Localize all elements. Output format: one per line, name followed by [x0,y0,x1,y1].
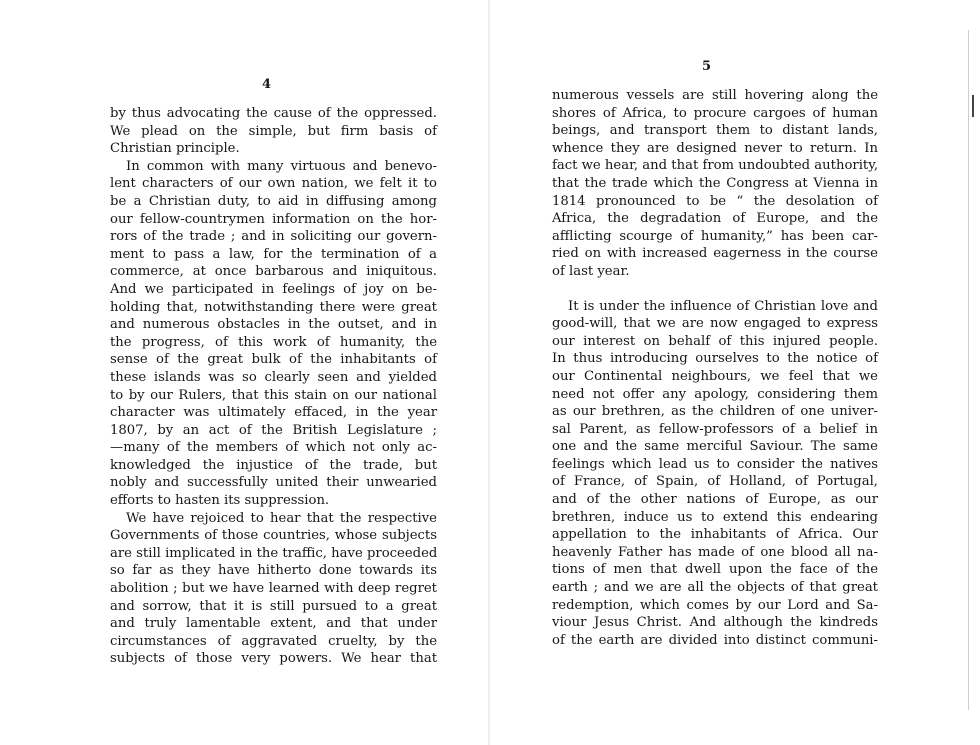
page-edge [968,30,969,710]
text-line: to by our Rulers, that this stain on our national [110,387,437,403]
text-line: We have rejoiced to hear that the respective [126,510,437,526]
text-line: earth ; and we are all the objects of that great [552,580,878,596]
text-line: that the trade which the Congress at Vienna in [552,175,878,191]
text-line: and numerous obstacles in the outset, and in [110,317,437,333]
text-line: abolition ; but we have learned with deep regret [110,581,437,597]
text-line: are still implicated in the traffic, have proceeded [110,545,438,561]
text-line: and of the other nations of Europe, as our [552,492,878,508]
text-line: Africa, the degradation of Europe, and the [552,211,878,227]
text-line: shores of Africa, to procure cargoes of human [552,105,878,121]
text-line: In common with many virtuous and benevo- [126,158,437,174]
right-page [491,0,968,745]
text-line: need not offer any apology, considering them [552,386,878,402]
page-number: 5 [702,59,712,74]
text-line: —many of the members of which not only ac- [110,440,437,456]
text-line: knowledged the injustice of the trade, but [110,457,437,473]
text-line: heavenly Father has made of one blood all na- [552,544,878,560]
page-number: 4 [262,77,272,92]
text-line: ment to pass a law, for the termination of a [110,246,437,262]
text-line: our fellow-countrymen information on the hor- [110,211,437,227]
body-text [552,87,878,649]
text-line: Christian principle. [110,141,240,157]
text-line: our Continental neighbours, we feel that we [552,368,878,384]
text-line: And we participated in feelings of joy on be- [110,281,437,297]
scan-mark [972,95,974,117]
text-line: nobly and successfully united their unwearied [110,475,437,491]
text-line: these islands was so clearly seen and yielded [110,369,437,385]
body-text [110,105,437,668]
text-line: efforts to hasten its suppression. [110,493,330,509]
text-line: Governments of those countries, whose subjects [110,528,437,544]
text-line: by thus advocating the cause of the oppressed. [110,106,437,121]
text-line: commerce, at once barbarous and iniquitous. [110,264,437,280]
text-line: It is under the influence of Christian love and [568,298,878,314]
text-line: so far as they have hitherto done towards its [110,563,437,579]
text-line: subjects of those very powers. We hear that [110,651,437,667]
left-page [0,0,488,745]
text-line: appellation to the inhabitants of Africa. Our [552,527,878,543]
text-line: and sorrow, that it is still pursued to a great [110,598,437,614]
text-line: of last year. [552,263,630,279]
text-line: 1814 pronounced to be “ the desolation of [552,193,878,209]
text-line: feelings which lead us to consider the natives [552,456,878,472]
text-line: lent characters of our own nation, we felt it to [110,176,437,192]
text-line: of the earth are divided into distinct communi- [552,632,878,648]
text-line: as our brethren, as the children of one univer- [552,404,878,420]
text-line: holding that, notwithstanding there were great [110,299,437,315]
text-line: sense of the great bulk of the inhabitants of [110,352,437,368]
text-line: fact we hear, and that from undoubted authority, [552,158,879,174]
text-line: rors of the trade ; and in soliciting our govern- [110,229,437,245]
text-line: 1807, by an act of the British Legislature ; [110,422,437,438]
text-line: beings, and transport them to distant lands, [552,123,878,139]
paragraph-gap [552,281,878,298]
text-line: numerous vessels are still hovering along the [552,88,878,103]
text-line: of France, of Spain, of Holland, of Portugal, [552,474,878,490]
text-line: In thus introducing ourselves to the notice of [552,351,878,367]
text-line: our interest on behalf of this injured people. [552,333,878,349]
text-line: sal Parent, as fellow-professors of a belief in [552,421,878,437]
text-line: afflicting scourge of humanity,” has been car- [552,228,878,244]
text-line: the progress, of this work of humanity, the [110,334,437,350]
text-line: redemption, which comes by our Lord and Sa- [552,597,878,613]
text-line: tions of men that dwell upon the face of the [552,562,878,578]
text-line: ried on with increased eagerness in the course [552,246,878,262]
text-line: be a Christian duty, to aid in diffusing among [110,193,437,209]
text-line: We plead on the simple, but firm basis of [110,123,437,139]
text-line: whence they are designed never to return. In [552,140,878,156]
text-line: brethren, induce us to extend this endearing [552,509,878,525]
text-line: circumstances of aggravated cruelty, by the [110,633,437,649]
text-line: viour Jesus Christ. And although the kindreds [552,615,878,631]
text-line: one and the same merciful Saviour. The same [552,439,878,455]
text-line: good-will, that we are now engaged to express [552,316,878,332]
text-line: and truly lamentable extent, and that under [110,616,437,632]
text-line: character was ultimately effaced, in the year [110,405,437,421]
